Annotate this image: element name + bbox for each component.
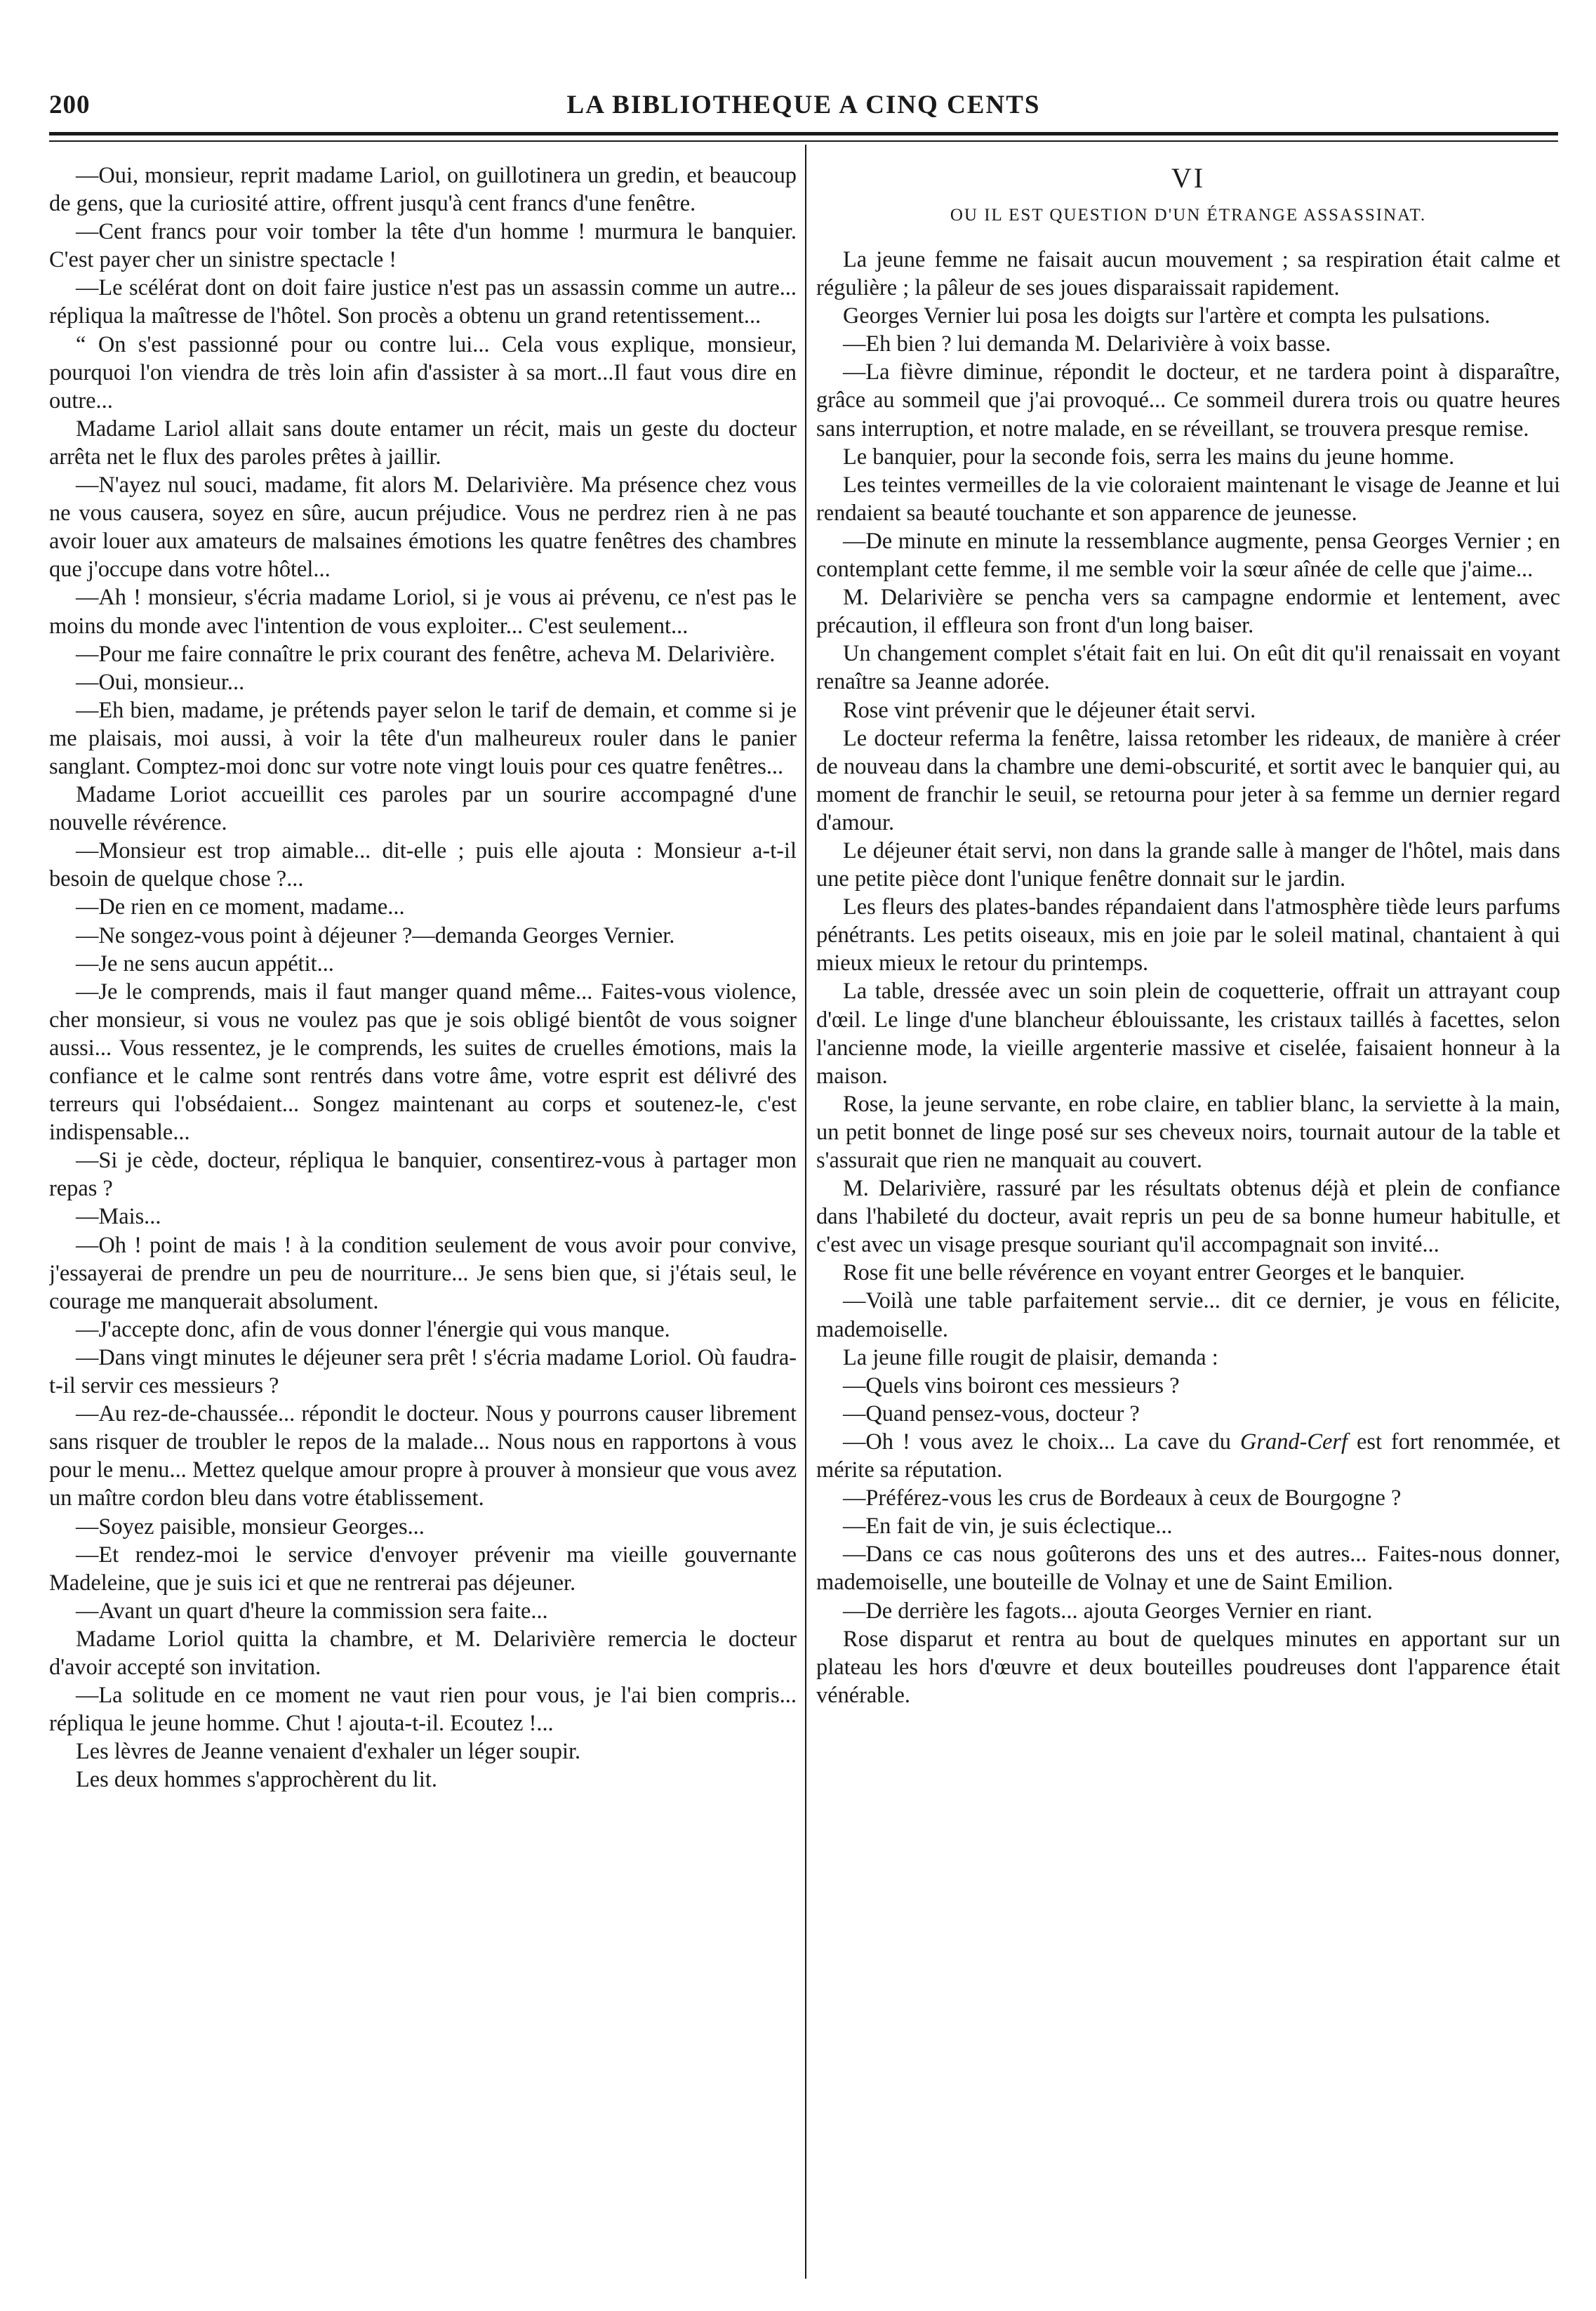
paragraph: —Ne songez-vous point à déjeuner ?—demanda Georges Vernier. — [76, 922, 675, 948]
paragraph: —Monsieur est trop aimable... dit-elle ; puis elle ajouta : Monsieur a-t-il besoin de quelque chose ?... — [49, 838, 797, 892]
paragraph: —J'accepte donc, afin de vous donner l'énergie qui vous manque. — [76, 1316, 670, 1342]
paragraph: —Au rez-de-chaussée... répondit le docteur. Nous y pourrons causer librement sans risquer de troubler le repos de la malade... Nous nous en rapportons à vous pour le menu... Mettez quelque amour propre à prouver à monsieur que vous avez un maître cordon bleu dans votre établissement. — [49, 1401, 797, 1511]
paragraph: Le docteur referma la fenêtre, laissa retomber les rideaux, de manière à créer de nouveau dans la chambre une demi-obscurité, et sortit avec le banquier qui, au moment de franchir le seuil, se retourna pour jeter à sa femme un dernier regard d'amour. — [816, 725, 1560, 835]
paragraph: Le déjeuner était servi, non dans la grande salle à manger de l'hôtel, mais dans une petite pièce dont l'unique fenêtre donnait sur le jardin. — [816, 837, 1560, 892]
paragraph: Georges Vernier lui posa les doigts sur l'artère et compta les pulsations. — [843, 303, 1491, 329]
paragraph: —Dans vingt minutes le déjeuner sera prêt ! s'écria madame Loriol. Où faudra-t-il servir ces messieurs ? — [49, 1344, 797, 1399]
paragraph: Rose fit une belle révérence en voyant entrer Georges et le banquier. — [843, 1260, 1465, 1286]
paragraph: —Cent francs pour voir tomber la tête d'un homme ! murmura le banquier. C'est payer cher un sinistre spectacle ! — [49, 219, 797, 273]
paragraph: —N'ayez nul souci, madame, fit alors M. Delarivière. Ma présence chez vous ne vous causera, soyez en sûre, aucun préjudice. Vous ne perdrez rien à ne pas avoir louer aux amateurs de malsaines émotions les quatre fenêtres des chambres que j'occupe dans votre hôtel... — [49, 472, 797, 583]
paragraph: Rose, la jeune servante, en robe claire, en tablier blanc, la serviette à la main, un petit bonnet de linge posé sur ses cheveux noirs, tournait autour de la table et s'assurait que rien ne manquait au couvert. — [816, 1091, 1560, 1173]
paragraph: —Quand pensez-vous, docteur ? — [843, 1400, 1140, 1426]
paragraph: Les fleurs des plates-bandes répandaient dans l'atmosphère tiède leurs parfums pénétrants. Les petits oiseaux, mis en joie par le soleil matinal, chantaient à qui mieux mieux le retour du printemps. — [816, 894, 1560, 976]
inn-name: Grand-Cerf — [1240, 1429, 1348, 1455]
paragraph: Madame Loriol quitta la chambre, et M. Delarivière remercia le docteur d'avoir accepté son invitation. — [49, 1626, 797, 1680]
paragraph: M. Delarivière se pencha vers sa campagne endormie et lentement, avec précaution, il effleura son front d'un long baiser. — [816, 585, 1560, 639]
paragraph: Rose vint prévenir que le déjeuner était servi. — [843, 697, 1256, 723]
running-title: LA BIBLIOTHEQUE A CINQ CENTS — [566, 91, 1041, 119]
paragraph: —Avant un quart d'heure la commission sera faite... — [76, 1598, 548, 1624]
chapter-body — [816, 246, 1560, 1709]
paragraph: —Mais... — [76, 1204, 161, 1230]
paragraph: La jeune femme ne faisait aucun mouvement ; sa respiration était calme et régulière ; la pâleur de ses joues disparaissait rapidement. — [816, 247, 1560, 301]
page-number: 200 — [49, 91, 91, 119]
paragraph: —Je le comprends, mais il faut manger quand même... Faites-vous violence, cher monsieur, si vous ne voulez pas que je sois obligé bientôt de vous soigner aussi... Vous ressentez, je le comprends, les suites de cruelles émotions, mais la confiance et le calme sont rentrés dans votre âme, votre esprit est délivré des terreurs qui l'obsédaient... Songez maintenant au corps et soutenez-le, c'est indispensable... — [49, 979, 797, 1146]
column-divider — [805, 145, 806, 2279]
paragraph: Les lèvres de Jeanne venaient d'exhaler un léger soupir. — [76, 1739, 581, 1765]
paragraph: —Si je cède, docteur, répliqua le banquier, consentirez-vous à partager mon repas ? — [49, 1148, 797, 1202]
paragraph: —Pour me faire connaître le prix courant des fenêtre, acheva M. Delarivière. — [76, 641, 776, 667]
page-header — [49, 90, 1558, 132]
paragraph: —Oh ! point de mais ! à la condition seulement de vous avoir pour convive, j'essayerai de prendre un peu de nourriture... Je sens bien que, si j'étais seul, le courage me manquerait absolument. — [49, 1232, 797, 1314]
paragraph: Le banquier, pour la seconde fois, serra les mains du jeune homme. — [843, 444, 1455, 470]
paragraph: —De rien en ce moment, madame... — [76, 894, 405, 920]
paragraph: —De minute en minute la ressemblance augmente, pensa Georges Vernier ; en contemplant cette femme, il me semble voir la sœur aînée de celle que j'aime... — [816, 528, 1560, 583]
header-rule-thin — [49, 140, 1558, 142]
paragraph: —Je ne sens aucun appétit... — [76, 951, 334, 976]
paragraph: —Dans ce cas nous goûterons des uns et des autres... Faites-nous donner, mademoiselle, une bouteille de Volnay et une de Saint Emilion. — [816, 1542, 1560, 1596]
paragraph: —Le scélérat dont on doit faire justice n'est pas un assassin comme un autre... répliqua la maîtresse de l'hôtel. Son procès a obtenu un grand retentissement... — [49, 275, 797, 329]
paragraph: —Préférez-vous les crus de Bordeaux à ceux de Bourgogne ? — [843, 1485, 1402, 1511]
paragraph: —Quels vins boiront ces messieurs ? — [843, 1372, 1180, 1398]
chapter-number: VI — [1171, 162, 1206, 194]
paragraph: —De derrière les fagots... ajouta Georges Vernier en riant. — [843, 1598, 1373, 1624]
chapter-title: OU IL EST QUESTION D'UN ÉTRANGE ASSASSINAT. — [950, 206, 1427, 225]
paragraph: —La solitude en ce moment ne vaut rien pour vous, je l'ai bien compris... répliqua le jeune homme. Chut ! ajouta-t-il. Ecoutez !... — [49, 1683, 797, 1737]
paragraph: Rose disparut et rentra au bout de quelques minutes en apportant sur un plateau les hors d'œuvre et deux bouteilles poudreuses dont l'apparence était vénérable. — [816, 1626, 1560, 1708]
header-rule — [49, 132, 1558, 135]
paragraph: Un changement complet s'était fait en lui. On eût dit qu'il renaissait en voyant renaître sa Jeanne adorée. — [816, 641, 1560, 695]
paragraph: —Eh bien ? lui demanda M. Delarivière à voix basse. — [843, 331, 1331, 357]
paragraph: —Soyez paisible, monsieur Georges... — [76, 1514, 425, 1539]
paragraph: Madame Lariol allait sans doute entamer un récit, mais un geste du docteur arrêta net le flux des paroles prêtes à jaillir. — [49, 416, 797, 470]
left-column — [49, 161, 797, 2282]
paragraph: M. Delarivière, rassuré par les résultats obtenus déjà et plein de confiance dans l'habileté du docteur, avait repris un peu de sa bonne humeur habitulle, et c'est avec un visage presque souriant qu'il accompagnait son invité... — [816, 1176, 1560, 1258]
paragraph: —Et rendez-moi le service d'envoyer prévenir ma vieille gouvernante Madeleine, que je suis ici et que ne rentrerai pas déjeuner. — [49, 1542, 797, 1596]
paragraph: Les deux hommes s'approchèrent du lit. — [76, 1767, 437, 1793]
paragraph: —La fièvre diminue, répondit le docteur, et ne tardera point à disparaître, grâce au sommeil que j'ai provoqué... Ce sommeil durera trois ou quatre heures sans interruption, et notre malade, en se réveillant, se trouvera presque remise. — [816, 359, 1560, 442]
paragraph: Madame Loriot accueillit ces paroles par un sourire accompagné d'une nouvelle révérence. — [49, 782, 797, 836]
paragraph: —Voilà une table parfaitement servie... dit ce dernier, je vous en félicite, mademoiselle. — [816, 1288, 1560, 1342]
right-column — [816, 161, 1560, 2282]
paragraph: La table, dressée avec un soin plein de coquetterie, offrait un attrayant coup d'œil. Le linge d'une blancheur éblouissante, les cristaux taillés à facettes, selon l'ancienne mode, la vieille argenterie massive et ciselée, faisaient honneur à la maison. — [816, 979, 1560, 1089]
paragraph: —Eh bien, madame, je prétends payer selon le tarif de demain, et comme si je me plaisais, moi aussi, à voir la tête d'un malheureux rouler dans le panier sanglant. Comptez-moi donc sur votre note vingt louis pour ces quatre fenêtres... — [49, 697, 797, 779]
paragraph: —En fait de vin, je suis éclectique... — [843, 1514, 1173, 1539]
paragraph: “ On s'est passionné pour ou contre lui... Cela vous explique, monsieur, pourquoi l'on viendra de très loin afin d'assister à sa mort...Il faut vous dire en outre... — [49, 331, 797, 413]
paragraph: Les teintes vermeilles de la vie coloraient maintenant le visage de Jeanne et lui rendaient sa beauté touchante et son apparence de jeunesse. — [816, 472, 1560, 526]
paragraph: La jeune fille rougit de plaisir, demanda : — [843, 1344, 1218, 1370]
paragraph: —Oh ! vous avez le choix... La cave du Grand-Cerf est fort renommée, et mérite sa réputation. — [816, 1429, 1560, 1483]
paragraph: —Oui, monsieur, reprit madame Lariol, on guillotinera un gredin, et beaucoup de gens, que la curiosité attire, offrent jusqu'à cent francs d'une fenêtre. — [49, 163, 797, 217]
paragraph: —Ah ! monsieur, s'écria madame Loriol, si je vous ai prévenu, ce n'est pas le moins du monde avec l'intention de vous exploiter... C'est seulement... — [49, 585, 797, 639]
paragraph: —Oui, monsieur... — [76, 669, 245, 695]
